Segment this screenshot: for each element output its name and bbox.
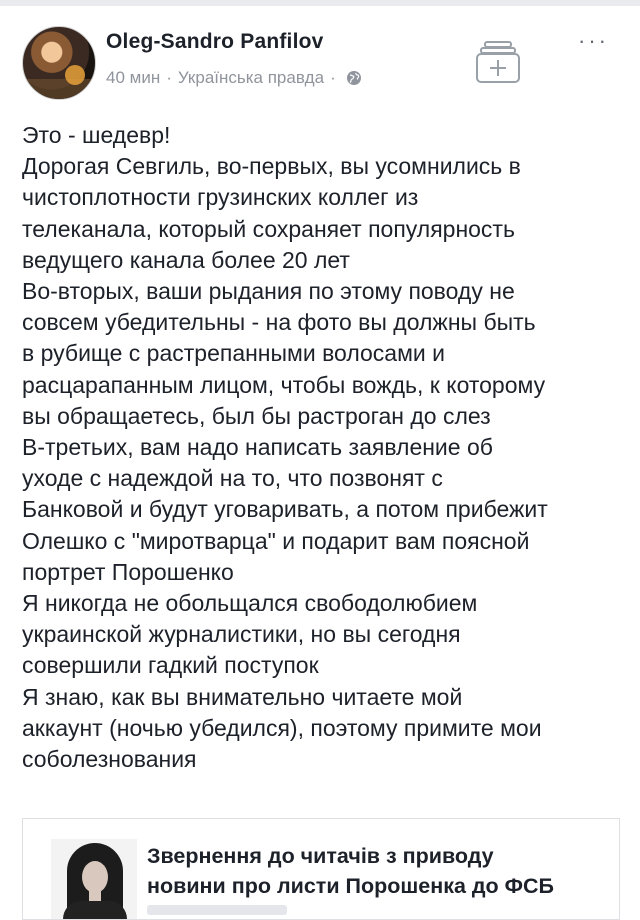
post-source[interactable]: Українська правда bbox=[177, 68, 325, 87]
link-preview-title[interactable] bbox=[147, 841, 607, 901]
author-avatar[interactable] bbox=[22, 26, 96, 100]
post-meta bbox=[106, 68, 362, 88]
post-line: вы обращаетесь, был бы растроган до слез bbox=[22, 402, 491, 429]
more-options-icon[interactable]: ··· bbox=[578, 28, 609, 53]
post-line: чистоплотности грузинских коллег из bbox=[22, 184, 419, 211]
post-line: украинской журналистики, но вы сегодня bbox=[22, 621, 461, 648]
link-preview-card[interactable] bbox=[22, 818, 620, 920]
save-to-collection-icon[interactable] bbox=[475, 40, 521, 84]
post-time[interactable]: 40 мин bbox=[106, 68, 161, 87]
post-header bbox=[0, 6, 640, 116]
post-line: в рубище с растрепанными волосами и bbox=[22, 340, 445, 367]
globe-icon[interactable] bbox=[346, 70, 362, 86]
post-body bbox=[22, 120, 632, 775]
post-line: уходе с надеждой на то, что позвонят с bbox=[22, 465, 443, 492]
post-line: ведущего канала более 20 лет bbox=[22, 246, 350, 273]
post-line: Дорогая Севгиль, во-первых, вы усомнились в bbox=[22, 153, 521, 180]
post-line: совершили гадкий поступок bbox=[22, 652, 319, 679]
post-line: Я знаю, как вы внимательно читаете мой bbox=[22, 683, 463, 710]
link-title-line: новини про листи Порошенка до ФСБ bbox=[147, 874, 554, 898]
link-title-line: Звернення до читачів з приводу bbox=[147, 844, 494, 868]
link-preview-image[interactable] bbox=[51, 839, 137, 919]
post-line: Это - шедевр! bbox=[22, 122, 171, 148]
post-line: аккаунт (ночью убедился), поэтому примите мои bbox=[22, 714, 542, 741]
post-line: совсем убедительны - на фото вы должны быть bbox=[22, 309, 536, 336]
meta-separator: · bbox=[330, 68, 336, 87]
post-line: Я никогда не обольщался свободолюбием bbox=[22, 590, 478, 617]
post-line: соболезнования bbox=[22, 746, 197, 773]
post-line: В-третьих, вам надо написать заявление об bbox=[22, 434, 493, 461]
author-name[interactable]: Oleg-Sandro Panfilov bbox=[106, 30, 324, 53]
post-line: Банковой и будут уговаривать, а потом прибежит bbox=[22, 496, 548, 523]
meta-separator: · bbox=[166, 68, 172, 87]
post-line: Олешко с "миротварца" и подарит вам поясной bbox=[22, 527, 530, 554]
link-preview-subtitle-cropped bbox=[147, 905, 287, 915]
post-line: Во-вторых, ваши рыдания по этому поводу не bbox=[22, 278, 515, 305]
post-line: телеканала, который сохраняет популярность bbox=[22, 215, 515, 242]
post-line: расцарапанным лицом, чтобы вождь, к которому bbox=[22, 371, 546, 398]
post-line: портрет Порошенко bbox=[22, 558, 234, 585]
